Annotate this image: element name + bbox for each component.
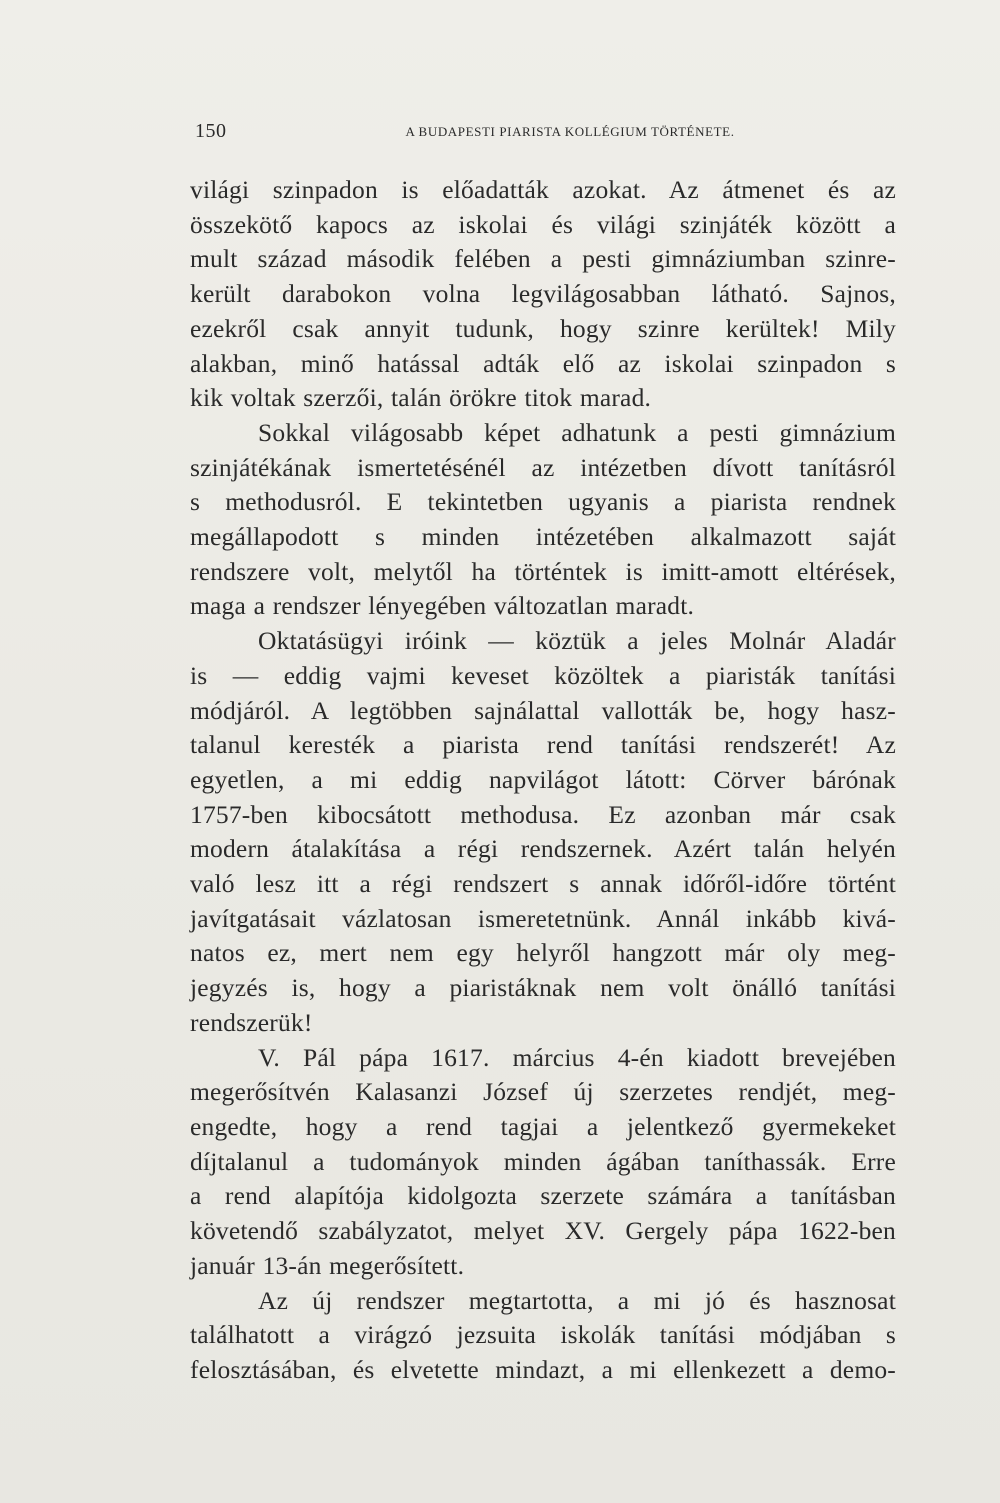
text-line: rendszerük! [190,1007,313,1037]
text-line: összekötő kapocs az iskolai és világi szinjáték között a [190,209,896,239]
text-line: egyetlen, a mi eddig napvilágot látott: Cörver bárónak [190,764,896,794]
page-header [195,120,895,144]
text-line: Az új rendszer megtartotta, a mi jó és hasznosat [258,1285,896,1315]
text-line: rendszere volt, melytől ha történtek is imitt-amott eltérések, [190,556,896,586]
text-line: Sokkal világosabb képet adhatunk a pesti gimnázium [258,417,896,447]
text-line: szinjátékának ismertetésénél az intézetben dívott tanításról [190,452,896,482]
text-line: kik voltak szerzői, talán örökre titok marad. [190,383,652,413]
text-line: megállapodott s minden intézetében alkalmazott saját [190,522,896,552]
running-head: A BUDAPESTI PIARISTA KOLLÉGIUM TÖRTÉNETE. [405,124,735,139]
text-line: is — eddig vajmi keveset közöltek a piaristák tanítási [190,660,896,690]
text-line: díjtalanul a tudományok minden ágában taníthassák. Erre [190,1146,896,1176]
body-text [190,173,896,1388]
text-line: Oktatásügyi iróink — köztük a jeles Molnár Aladár [258,626,896,656]
text-line: talanul keresték a piarista rend tanítási rendszerét! Az [190,730,896,760]
text-line: január 13-án megerősített. [190,1250,465,1280]
text-line: való lesz itt a régi rendszert s annak időről-időre történt [190,869,896,899]
text-line: a rend alapítója kidolgozta szerzete számára a tanításban [190,1181,896,1211]
text-line: V. Pál pápa 1617. március 4-én kiadott brevejében [258,1042,896,1072]
text-line: felosztásában, és elvetette mindazt, a mi ellenkezett a demo- [190,1354,896,1384]
text-line: maga a rendszer lényegében változatlan maradt. [190,591,695,621]
text-line: s methodusról. E tekintetben ugyanis a piarista rendnek [190,487,896,517]
text-line: natos ez, mert nem egy helyről hangzott már oly meg- [190,938,896,968]
page-number: 150 [195,120,227,142]
text-line: javítgatásait vázlatosan ismeretetnünk. Annál inkább kivá- [190,903,896,933]
text-line: jegyzés is, hogy a piaristáknak nem volt önálló tanítási [190,973,896,1003]
text-line: került darabokon volna legvilágosabban látható. Sajnos, [190,279,896,309]
text-line: világi szinpadon is előadatták azokat. Az átmenet és az [190,175,896,204]
text-line: találhatott a virágzó jezsuita iskolák tanítási módjában s [190,1320,896,1350]
text-line: 1757-ben kibocsátott methodusa. Ez azonban már csak [190,799,896,829]
text-line: módjáról. A legtöbben sajnálattal vallották be, hogy hasz- [190,695,896,725]
text-line: ezekről csak annyit tudunk, hogy szinre kerültek! Mily [190,313,896,343]
text-line: engedte, hogy a rend tagjai a jelentkező gyermekeket [190,1111,896,1141]
text-line: megerősítvén Kalasanzi József új szerzetes rendjét, meg- [190,1077,896,1107]
text-line: modern átalakítása a régi rendszernek. Azért talán helyén [190,834,896,864]
text-line: alakban, minő hatással adták elő az iskolai szinpadon s [190,348,896,378]
text-line: mult század második felében a pesti gimnáziumban szinre- [190,244,896,274]
text-line: követendő szabályzatot, melyet XV. Gergely pápa 1622-ben [190,1216,896,1246]
